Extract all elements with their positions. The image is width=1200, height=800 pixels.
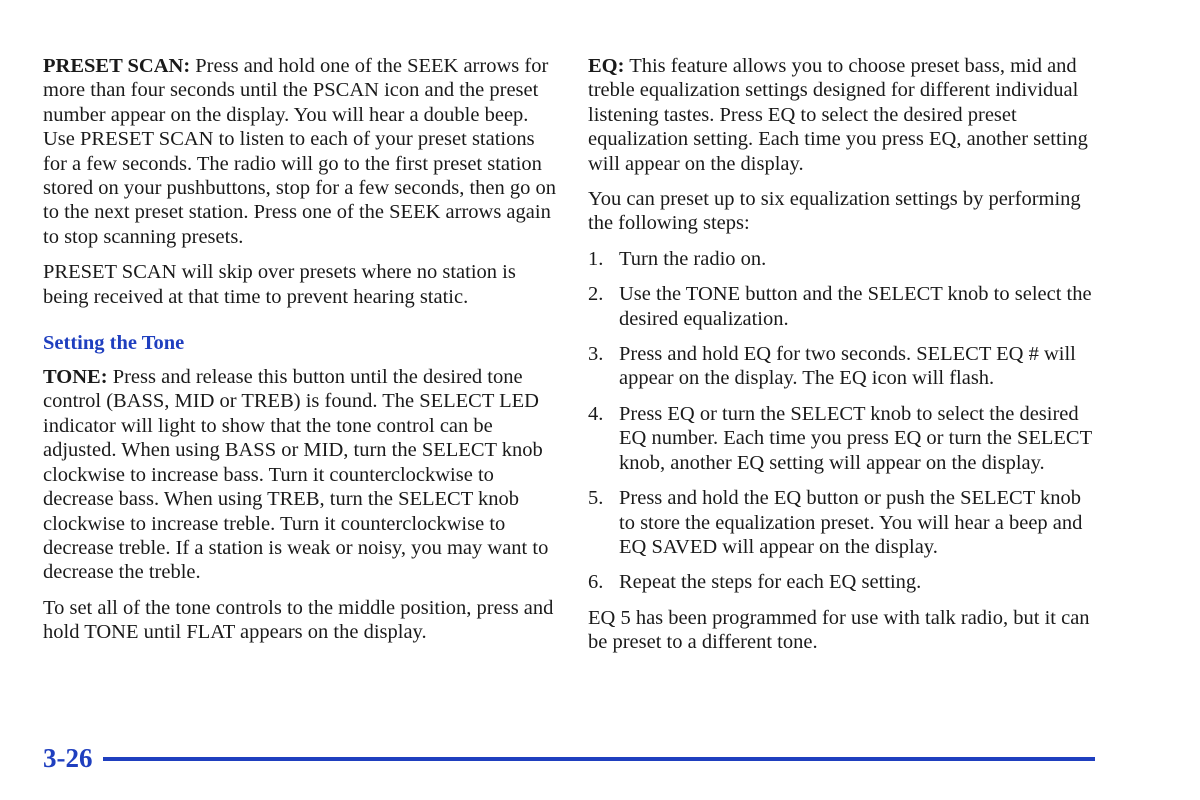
list-item bbox=[588, 402, 1102, 475]
preset-scan-lead: PRESET SCAN: bbox=[43, 55, 191, 77]
page-footer bbox=[43, 740, 1095, 776]
preset-scan-text: Press and hold one of the SEEK arrows for more than four seconds until the PSCAN icon and the preset number appear on the display. You will hear a double beep. Use PRESET SCAN to listen to each of your preset stations for a few seconds. The radio will go to the first preset station stored on your pushbuttons, stop for a few seconds, then go on to the next preset station. Press one of the SEEK arrows again to stop scanning presets. bbox=[43, 55, 557, 248]
eq-lead: EQ: bbox=[588, 55, 625, 77]
step-text: Turn the radio on. bbox=[619, 247, 767, 270]
preset-scan-paragraph bbox=[43, 54, 557, 249]
left-column bbox=[43, 54, 557, 656]
eq-paragraph bbox=[588, 54, 1102, 176]
step-number: 1. bbox=[588, 247, 604, 270]
tone-flat-paragraph: To set all of the tone controls to the middle position, press and hold TONE until FLAT appears on the display. bbox=[43, 596, 554, 644]
right-column bbox=[588, 54, 1102, 666]
eq5-note-paragraph: EQ 5 has been programmed for use with talk radio, but it can be preset to a different tone. bbox=[588, 606, 1090, 654]
tone-text: Press and release this button until the desired tone control (BASS, MID or TREB) is found. The SELECT LED indicator will light to show that the tone control can be adjusted. When using BASS or MID, turn the SELECT knob clockwise to increase bass. Turn it counterclockwise to decrease bass. When using TREB, turn the SELECT knob clockwise to increase treble. Turn it counterclockwise to decrease treble. If a station is weak or noisy, you may want to decrease the treble. bbox=[43, 366, 549, 584]
eq-text: This feature allows you to choose preset bass, mid and treble equalization settings designed for different individual listening tastes. Press EQ to select the desired preset equalization setting. Each time you press EQ, another setting will appear on the display. bbox=[588, 55, 1088, 175]
step-number: 6. bbox=[588, 571, 604, 594]
list-item bbox=[588, 282, 1102, 331]
step-number: 3. bbox=[588, 343, 604, 366]
page-number: 3-26 bbox=[43, 743, 93, 773]
footer-rule bbox=[103, 757, 1096, 761]
step-number: 5. bbox=[588, 487, 604, 510]
step-number: 2. bbox=[588, 283, 604, 306]
eq-steps-list bbox=[588, 247, 1102, 595]
list-item bbox=[588, 247, 1102, 271]
step-text: Press and hold EQ for two seconds. SELECT EQ # will appear on the display. The EQ icon will flash. bbox=[619, 343, 1076, 390]
list-item bbox=[588, 342, 1102, 391]
tone-paragraph bbox=[43, 365, 557, 585]
step-text: Press EQ or turn the SELECT knob to select the desired EQ number. Each time you press EQ or turn the SELECT knob, another EQ setting will appear on the display. bbox=[619, 402, 1092, 474]
eq-preset-intro-paragraph: You can preset up to six equalization settings by performing the following steps: bbox=[588, 188, 1081, 235]
tone-lead: TONE: bbox=[43, 366, 108, 389]
step-text: Press and hold the EQ button or push the SELECT knob to store the equalization preset. You will hear a beep and EQ SAVED will appear on the display. bbox=[619, 487, 1083, 558]
list-item bbox=[588, 570, 1102, 594]
step-number: 4. bbox=[588, 402, 604, 425]
step-text: Use the TONE button and the SELECT knob to select the desired equalization. bbox=[619, 283, 1092, 330]
list-item bbox=[588, 486, 1102, 559]
preset-scan-static-paragraph: PRESET SCAN will skip over presets where no station is being received at that time to prevent hearing static. bbox=[43, 261, 516, 308]
step-text: Repeat the steps for each EQ setting. bbox=[619, 571, 922, 594]
section-heading-setting-the-tone: Setting the Tone bbox=[43, 332, 185, 355]
